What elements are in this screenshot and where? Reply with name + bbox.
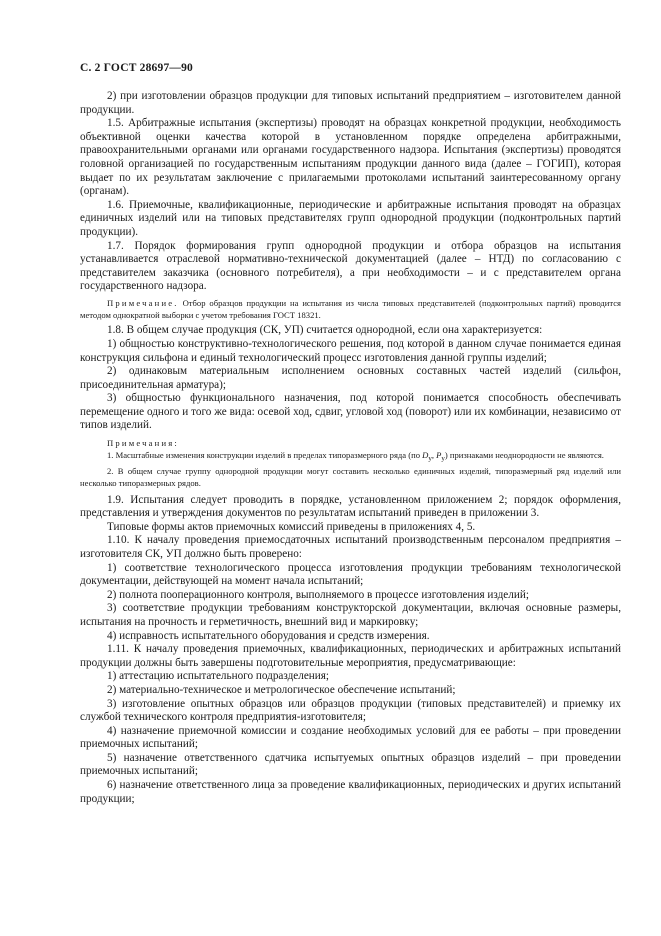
paragraph: 1.10. К началу проведения приемосдаточных испытаний производственным персоналом предприятия – изготовителя СК, УП должно быть проверено: — [80, 534, 621, 560]
paragraph: 1.6. Приемочные, квалификационные, периодические и арбитражные испытания проводят на образцах единичных изделий или на типовых представителях групп однородной продукции (подконтрольных партий продукции). — [80, 198, 621, 238]
note-symbol: P — [436, 450, 442, 461]
paragraph: Типовые формы актов приемочных комиссий приведены в приложениях 4, 5. — [107, 520, 476, 533]
note-text: , — [431, 450, 437, 461]
paragraph: 1.11. К началу проведения приемочных, квалификационных, периодических и арбитражных испытаний продукции должны быть завершены подготовительные мероприятия, предусматривающие: — [80, 643, 621, 669]
paragraph: 1) общностью конструктивно-технологического решения, под которой в данном случае понимается единая конструкция сильфона и единый технологический процесс изготовления данной группы изделий; — [80, 337, 621, 364]
paragraph: 4) назначение приемочной комиссии и создание необходимых условий для ее работы – при проведении приемочных испытаний; — [80, 724, 621, 751]
paragraph: 2) полнота пооперационного контроля, выполняемого в процессе изготовления изделий; — [107, 588, 529, 601]
paragraph: 3) изготовление опытных образцов или образцов продукции (типовых представителей) и приемку их службой технического контроля предприятия-изготовителя; — [80, 697, 621, 724]
note-text: 1. Масштабные изменения конструкции изделий в пределах типоразмерного ряда (по — [107, 450, 423, 461]
note-item — [80, 449, 621, 465]
paragraph: 1.8. В общем случае продукция (СК, УП) считается однородной, если она характеризуется: — [107, 324, 543, 337]
paragraph: 1.7. Порядок формирования групп однородной продукции и отбора образцов на испытания устанавливается отраслевой нормативно-технической документацией (далее – НТД) по согласованию с представителем заказчика (основного потребителя), а при необходимости – и с представителем органа государственного надзора. — [80, 239, 621, 293]
paragraph: 1) аттестацию испытательного подразделения; — [107, 670, 330, 683]
note-label: Примечание. — [107, 297, 179, 308]
paragraph: 3) соответствие продукции требованиям конструкторской документации, включая основные размеры, испытания на прочность и герметичность, внешний вид и маркировку; — [80, 602, 621, 628]
document-body — [80, 90, 621, 806]
note-text: ) признаками неоднородности не являются. — [444, 450, 604, 461]
notes-label: Примечания: — [107, 438, 180, 449]
paragraph: 1) соответствие технологического процесса изготовления продукции требованиям технологической документации, действующей на момент начала испытаний; — [80, 561, 621, 588]
note-subscript: у — [428, 454, 432, 463]
page-header: С. 2 ГОСТ 28697—90 — [80, 62, 193, 74]
paragraph: 6) назначение ответственного лица за проведение квалификационных, периодических и других испытаний продукции; — [80, 779, 621, 805]
paragraph: 2) одинаковым материальным исполнением основных составных частей изделий (сильфон, присоединительная арматура); — [80, 365, 621, 391]
note-subscript: у — [441, 454, 445, 463]
note — [80, 297, 621, 321]
note-symbol: D — [422, 450, 429, 461]
paragraph: 1.9. Испытания следует проводить в порядке, установленном приложением 2; порядок оформления, представления и утверждения документов по результатам испытаний приведен в приложении 3. — [80, 493, 621, 520]
notes-heading — [80, 437, 621, 449]
paragraph: 5) назначение ответственного сдатчика испытуемых опытных образцов изделий – при проведении приемочных испытаний; — [80, 751, 621, 778]
note-item: 2. В общем случае группу однородной продукции могут составить несколько единичных изделий, типоразмерный ряд изделий или несколько типоразмерных рядов. — [80, 466, 621, 489]
paragraph: 1.5. Арбитражные испытания (экспертизы) проводят на образцах конкретной продукции, необходимость объективной оценки качества которой в установленном порядке определена арбитражными, правоохранительными органами или органами государственного надзора. Испытания (экспертизы) проводятся головной организацией по государственным испытаниям продукции данного вида (далее – ГОГИП), которая выдает по их результатам заключение с прилагаемыми протоколами испытаний заинтересованному органу (органам). — [80, 117, 621, 198]
note-text: Отбор образцов продукции на испытания из числа типовых представителей (подконтрольных партий) проводится методом однократной выборки с учетом требования ГОСТ 18321. — [80, 297, 621, 321]
paragraph: 2) при изготовлении образцов продукции для типовых испытаний предприятием – изготовителем данной продукции. — [80, 90, 621, 116]
paragraph: 4) исправность испытательного оборудования и средств измерения. — [107, 629, 430, 642]
paragraph: 3) общностью функционального назначения, под которой понимается способность обеспечивать перемещение одного и того же вида: осевой ход, сдвиг, угловой ход (поворот) или их комбинации, независимо от типов изделий. — [80, 392, 621, 432]
paragraph: 2) материально-техническое и метрологическое обеспечение испытаний; — [107, 683, 456, 696]
